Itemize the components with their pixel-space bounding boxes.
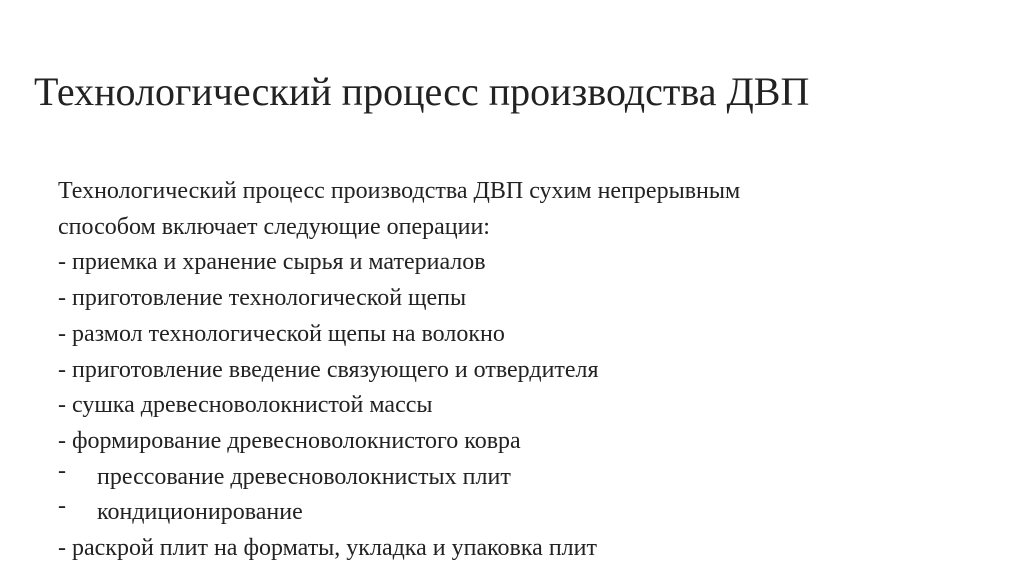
operation-item: - приготовление введение связующего и отвердителя <box>58 356 599 383</box>
operation-item: - раскрой плит на форматы, укладка и упаковка плит <box>58 535 597 562</box>
operation-item: - приемка и хранение сырья и материалов <box>58 249 486 276</box>
slide-body <box>58 174 998 567</box>
operation-item-bulleted <box>58 457 998 496</box>
operation-item: - формирование древесноволокнистого ковра <box>58 427 521 454</box>
operation-item: - сушка древесноволокнистой массы <box>58 392 433 419</box>
slide-title: Технологический процесс производства ДВП <box>34 69 810 114</box>
operation-item-bulleted <box>58 495 998 531</box>
operation-item: - приготовление технологической щепы <box>58 285 467 312</box>
operation-item-text: прессование древесноволокнистых плит <box>97 463 511 490</box>
operation-item-text: кондиционирование <box>97 499 303 526</box>
intro-line: способом включает следующие операции: <box>58 213 490 240</box>
dash-bullet: - <box>58 457 66 484</box>
operation-item: - размол технологической щепы на волокно <box>58 320 505 347</box>
intro-line: Технологический процесс производства ДВП сухим непрерывным <box>58 178 741 204</box>
dash-bullet: - <box>58 493 66 520</box>
